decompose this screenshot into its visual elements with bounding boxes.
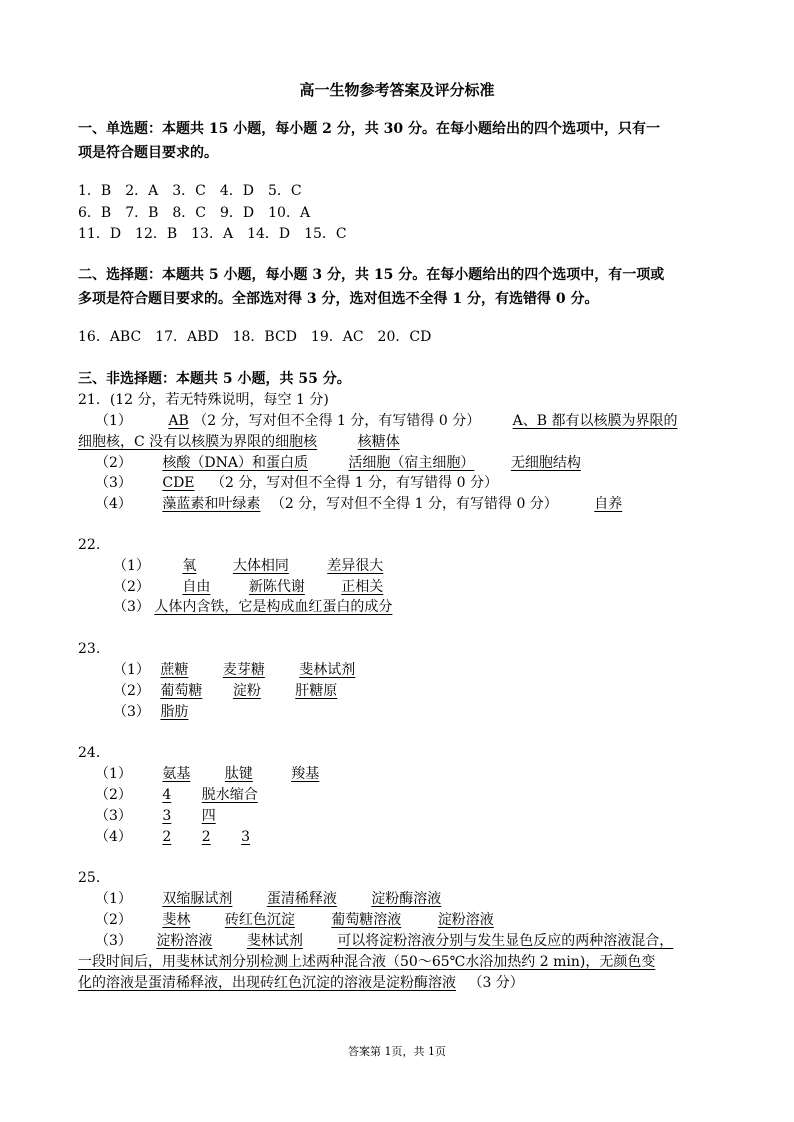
q23-part3-answer: 脂肪 — [160, 704, 189, 720]
q25-part3-answer-d: 一段时间后，用斐林试剂分别检测上述两种混合液（50～65℃水浴加热约 2 min)，无颜色变 — [78, 954, 656, 970]
q23-part2-label: （2） — [113, 683, 150, 699]
q21-part3 — [95, 473, 498, 493]
q24-part2-answer-2: 脱水缩合 — [201, 787, 258, 803]
q21-part4-note: （2 分，写对但不全得 1 分，有写错得 0 分） — [270, 496, 558, 512]
q25-part3-answer-c: 可以将淀粉溶液分别与发生显色反应的两种溶液混合， — [337, 933, 674, 949]
q25-part1-answer-2: 蛋清稀释液 — [266, 891, 337, 907]
q25-part1-answer-3: 淀粉酶溶液 — [371, 891, 442, 907]
q22-part3-answer: 人体内含铁，它是构成血红蛋白的成分 — [154, 599, 393, 615]
q24-part4 — [95, 827, 250, 847]
q25-part3-answer-e: 化的溶液是蛋清稀释液，出现砖红色沉淀的溶液是淀粉酶溶液 — [78, 975, 456, 991]
q21-part4-answer-b: 自养 — [594, 496, 623, 512]
q21-part1-note: （2 分，写对但不全得 1 分，有写错得 0 分） — [193, 413, 481, 429]
q21-part1-answer-d: 核糖体 — [357, 434, 400, 450]
q22-head: 22. — [78, 537, 101, 553]
q23-part3-label: （3） — [113, 704, 150, 720]
q24-part1-answer-3: 羧基 — [291, 766, 320, 782]
q21-part1-answer-b: A、B 都有以核膜为界限的 — [512, 413, 678, 429]
q24-part2 — [95, 785, 258, 805]
q23-part2-answer-2: 淀粉 — [232, 683, 261, 699]
q21-part3-label: （3） — [95, 475, 132, 491]
q24-part1 — [95, 764, 319, 784]
q23-part2 — [113, 681, 337, 701]
q22-part2-answer-2: 新陈代谢 — [248, 579, 305, 595]
q25-part3-line3 — [78, 973, 524, 993]
q23-part1-answer-1: 蔗糖 — [160, 662, 189, 678]
q21-part2-answer-c: 无细胞结构 — [510, 455, 581, 471]
page-footer: 答案第 1页，共 1页 — [348, 1045, 446, 1058]
section2-heading — [78, 263, 728, 311]
q23-part1-label: （1） — [113, 662, 150, 678]
section1-heading-line1: 一、单选题：本题共 15 小题，每小题 2 分，共 30 分。在每小题给出的四个选项中，只有一 — [78, 121, 660, 137]
q23-part2-answer-3: 肝糖原 — [295, 683, 338, 699]
q23-part1-answer-2: 麦芽糖 — [222, 662, 265, 678]
q21-part2 — [95, 453, 581, 473]
q21-part1-label: （1） — [95, 413, 132, 429]
q25-part3-answer-a: 淀粉溶液 — [156, 933, 213, 949]
q22-part1-answer-2: 大体相同 — [232, 558, 289, 574]
q22-part3 — [113, 597, 392, 617]
q25-part2-label: （2） — [95, 912, 132, 928]
q25-part1-answer-1: 双缩脲试剂 — [162, 891, 233, 907]
q23-part2-answer-1: 葡萄糖 — [160, 683, 203, 699]
q24-part4-answer-2: 2 — [201, 829, 211, 845]
q23-part1-answer-3: 斐林试剂 — [299, 662, 356, 678]
q21-part4 — [95, 494, 622, 514]
q24-head: 24． — [78, 745, 110, 761]
q22-part3-label: （3） — [113, 599, 150, 615]
q21-part2-answer-b: 活细胞（宿主细胞） — [348, 455, 475, 471]
section2-heading-line1: 二、选择题：本题共 5 小题，每小题 3 分，共 15 分。在每小题给出的四个选项中，有一项或 — [78, 267, 665, 283]
q23-part3 — [113, 702, 188, 722]
q21-part2-label: （2） — [95, 455, 132, 471]
q25-part1 — [95, 889, 441, 909]
q24-part3-answer-1: 3 — [162, 808, 172, 824]
q22-part1-answer-1: 氧 — [182, 558, 197, 574]
q23-head: 23. — [78, 641, 101, 657]
q21-part3-note: （2 分，写对但不全得 1 分，有写错得 0 分） — [210, 475, 498, 491]
section1-heading — [78, 117, 728, 165]
q25-part3-score: （3 分） — [468, 975, 524, 991]
q24-part4-answer-3: 3 — [241, 829, 251, 845]
section1-heading-line2: 项是符合题目要求的。 — [78, 145, 218, 161]
section3-heading: 三、非选择题：本题共 5 小题，共 55 分。 — [78, 371, 351, 387]
q22-part1-label: （1） — [113, 558, 150, 574]
q25-part3-label: （3） — [95, 933, 132, 949]
q21-part3-answer: CDE — [162, 475, 195, 491]
q25-part3-answer-b: 斐林试剂 — [246, 933, 303, 949]
section1-answers-row2: 6．B 7．B 8．C 9．D 10．A — [78, 205, 311, 221]
q21-part2-answer-a: 核酸（DNA）和蛋白质 — [162, 455, 308, 471]
q24-part4-label: （4） — [95, 829, 132, 845]
section2-heading-line2: 多项是符合题目要求的。全部选对得 3 分，选对但选不全得 1 分，有选错得 0 分。 — [78, 291, 599, 307]
q22-part1 — [113, 556, 383, 576]
q24-part4-answer-1: 2 — [162, 829, 172, 845]
q23-part1 — [113, 660, 355, 680]
q24-part2-label: （2） — [95, 787, 132, 803]
section1-answers-row3: 11．D 12．B 13．A 14．D 15．C — [78, 226, 347, 242]
q21-part1-answer-a: AB — [168, 413, 189, 429]
page-title: 高一生物参考答案及评分标准 — [299, 81, 495, 99]
q22-part2-label: （2） — [113, 579, 150, 595]
q21-part1 — [95, 411, 678, 431]
q25-part2-answer-2: 砖红色沉淀 — [224, 912, 295, 928]
q21-head: 21．(12 分，若无特殊说明，每空 1 分) — [78, 392, 329, 408]
q21-part4-label: （4） — [95, 496, 132, 512]
section1-answers-row1: 1．B 2．A 3．C 4．D 5．C — [78, 183, 302, 199]
q22-part2 — [113, 577, 383, 597]
q24-part1-label: （1） — [95, 766, 132, 782]
q21-part4-answer-a: 藻蓝素和叶绿素 — [162, 496, 261, 512]
q24-part1-answer-2: 肽键 — [224, 766, 253, 782]
q25-part3-line2 — [78, 952, 655, 972]
q24-part3-label: （3） — [95, 808, 132, 824]
q24-part3 — [95, 806, 216, 826]
section2-answers-row: 16．ABC 17．ABD 18．BCD 19．AC 20．CD — [78, 329, 432, 345]
q22-part1-answer-3: 差异很大 — [327, 558, 384, 574]
q21-part1-answer-c: 细胞核，C 没有以核膜为界限的细胞核 — [78, 434, 318, 450]
q25-part2-answer-3: 葡萄糖溶液 — [331, 912, 402, 928]
q24-part2-answer-1: 4 — [162, 787, 172, 803]
q25-part2-answer-4: 淀粉溶液 — [437, 912, 494, 928]
q21-part1-cont — [78, 432, 400, 452]
q22-part2-answer-1: 自由 — [182, 579, 211, 595]
q22-part2-answer-3: 正相关 — [341, 579, 384, 595]
q25-part3 — [95, 931, 673, 951]
q25-part2 — [95, 910, 494, 930]
q25-head: 25． — [78, 870, 110, 886]
q24-part3-answer-2: 四 — [201, 808, 216, 824]
q24-part1-answer-1: 氨基 — [162, 766, 191, 782]
q25-part2-answer-1: 斐林 — [162, 912, 191, 928]
q25-part1-label: （1） — [95, 891, 132, 907]
